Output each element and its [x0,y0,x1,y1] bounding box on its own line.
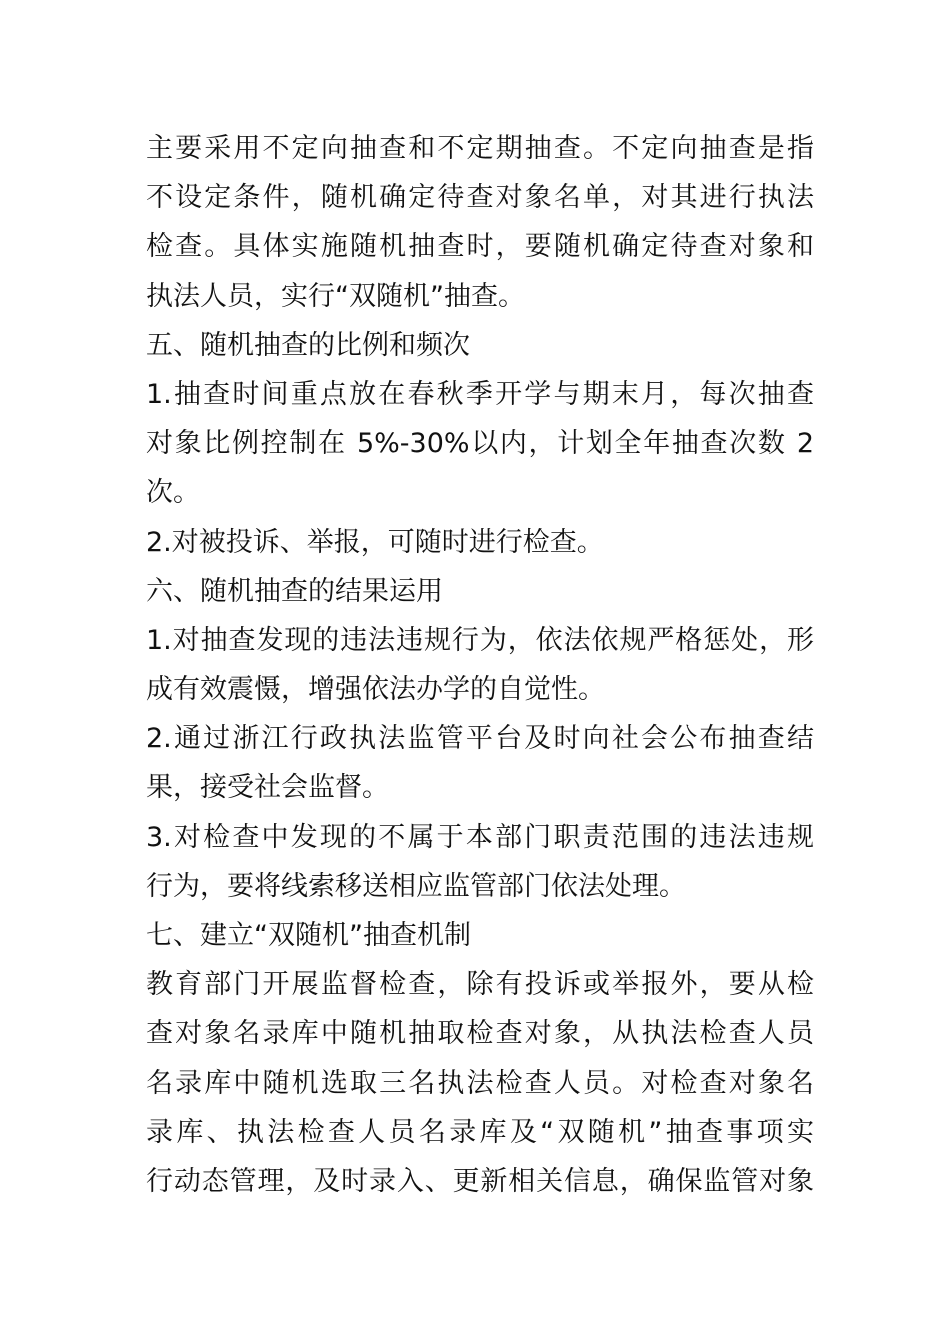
paragraph-line: 查对象名录库中随机抽取检查对象，从执法检查人员 [146,1018,814,1050]
paragraph-line: 不设定条件，随机确定待查对象名单，对其进行执法 [146,182,814,214]
paragraph-line: 执法人员，实行“双随机”抽查。 [146,280,525,312]
paragraph-line: 3.对检查中发现的不属于本部门职责范围的违法违规 [146,821,814,853]
paragraph-line: 2.对被投诉、举报，可随时进行检查。 [146,526,604,558]
section-heading: 五、随机抽查的比例和频次 [146,329,470,361]
paragraph-line: 次。 [146,477,200,509]
paragraph-line: 录库、执法检查人员名录库及“双随机”抽查事项实 [146,1116,814,1148]
section-heading: 六、随机抽查的结果运用 [146,575,443,607]
paragraph-line: 教育部门开展监督检查，除有投诉或举报外，要从检 [146,969,814,1001]
paragraph-line: 1.对抽查发现的违法违规行为，依法依规严格惩处，形 [146,624,814,656]
paragraph-line: 行动态管理，及时录入、更新相关信息，确保监管对象 [146,1165,814,1197]
paragraph-line: 对象比例控制在 5%-30%以内，计划全年抽查次数 2 [146,428,814,460]
paragraph-line: 2.通过浙江行政执法监管平台及时向社会公布抽查结 [146,723,814,755]
paragraph-line: 成有效震慑，增强依法办学的自觉性。 [146,674,605,706]
document-body [146,124,814,1206]
paragraph-line: 果，接受社会监督。 [146,772,389,804]
paragraph-line: 主要采用不定向抽查和不定期抽查。不定向抽查是指 [146,133,814,164]
paragraph-line: 检查。具体实施随机抽查时，要随机确定待查对象和 [146,231,814,263]
section-heading: 七、建立“双随机”抽查机制 [146,920,471,951]
paragraph-line: 1.抽查时间重点放在春秋季开学与期末月，每次抽查 [146,378,814,410]
paragraph-line: 名录库中随机选取三名执法检查人员。对检查对象名 [146,1067,814,1099]
paragraph-line: 行为，要将线索移送相应监管部门依法处理。 [146,870,686,902]
